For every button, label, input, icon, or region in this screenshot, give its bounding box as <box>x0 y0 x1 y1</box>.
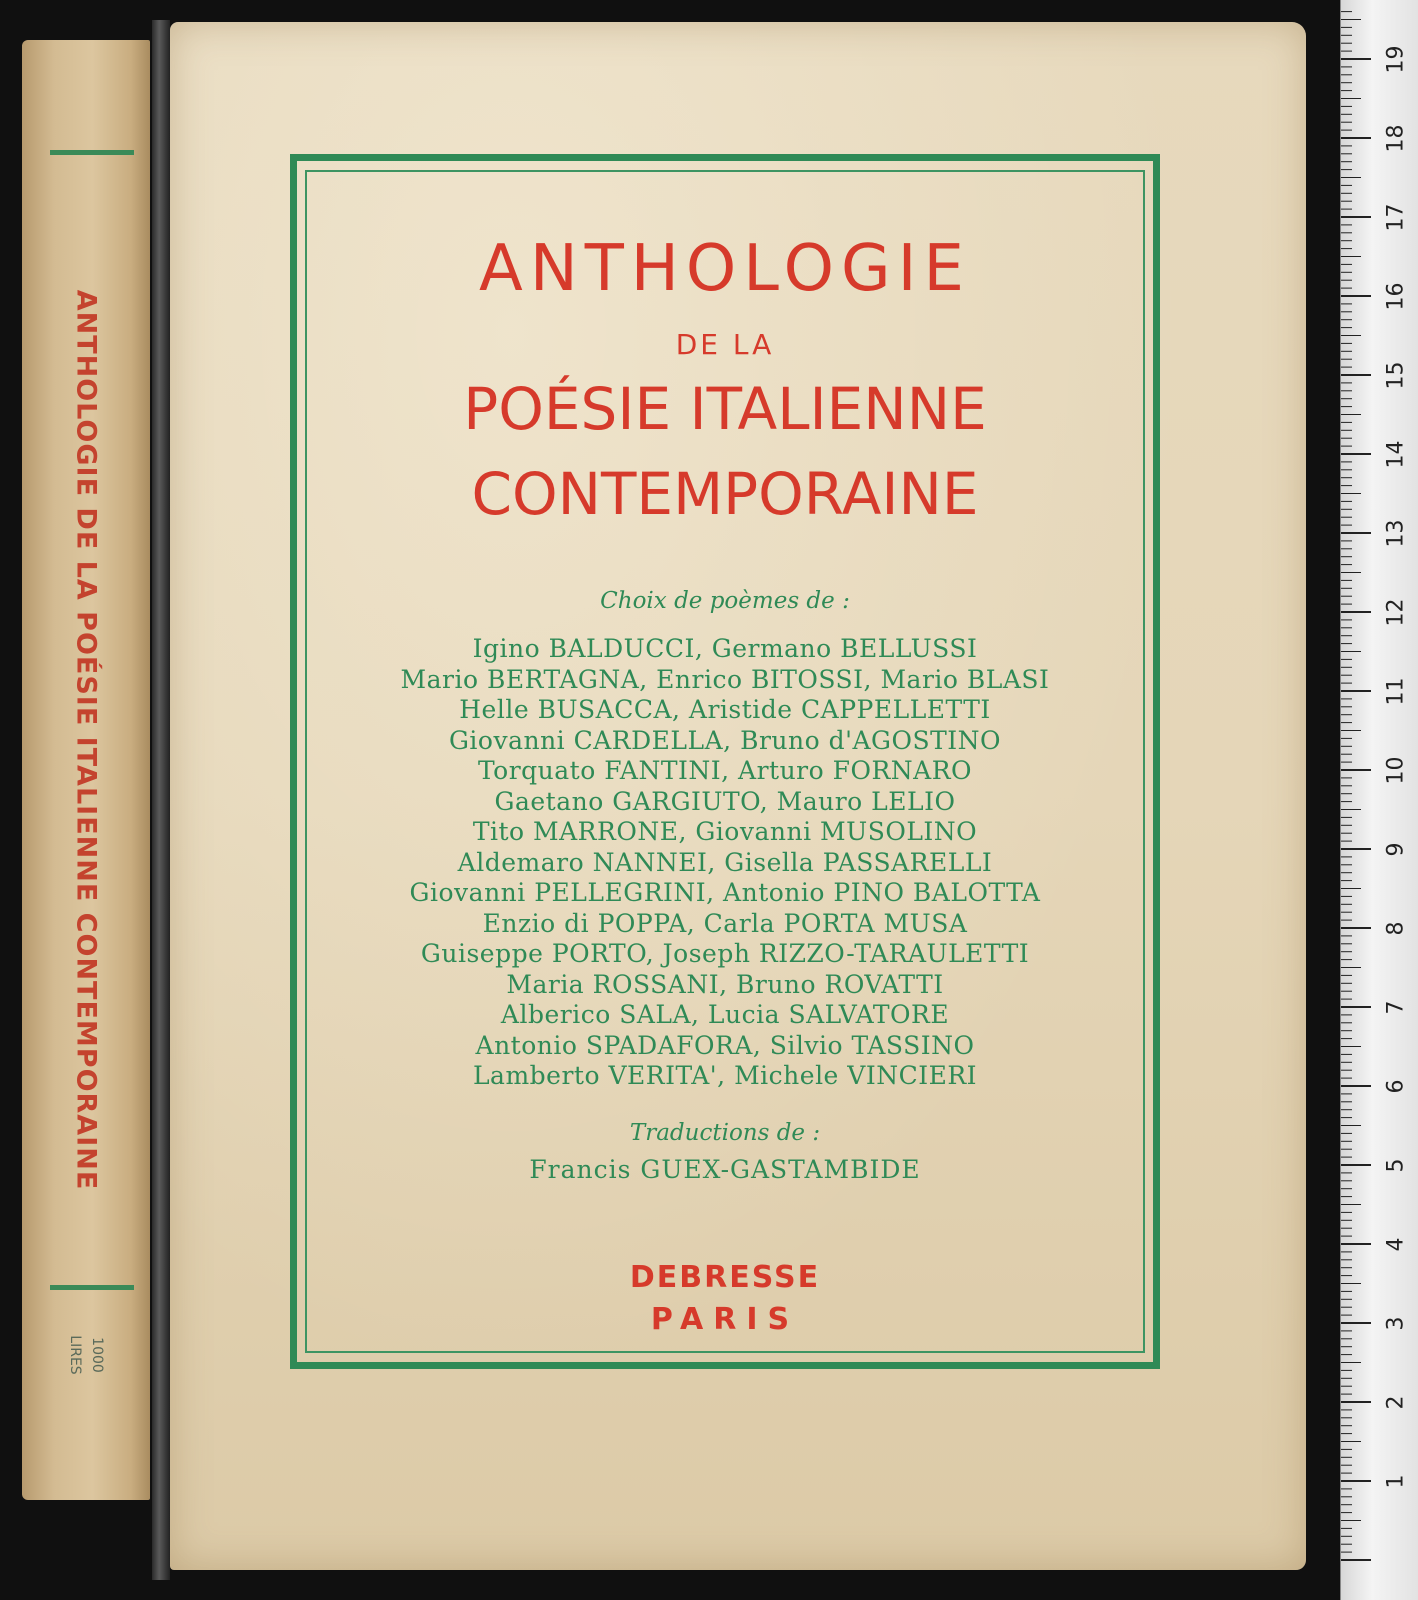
measuring-ruler <box>1340 0 1418 1600</box>
ruler-number: 3 <box>1383 1316 1409 1331</box>
ruler-number: 12 <box>1383 598 1409 627</box>
ruler-number: 18 <box>1383 124 1409 153</box>
poet-line: Gaetano GARGIUTO, Mauro LELIO <box>494 786 956 816</box>
poet-line: Alberico SALA, Lucia SALVATORE <box>500 1000 950 1029</box>
ruler-number: 19 <box>1383 45 1409 74</box>
ruler-number: 4 <box>1383 1237 1409 1252</box>
title-anthologie: ANTHOLOGIE <box>479 232 971 306</box>
spine-price-currency: LIRES <box>67 1335 83 1375</box>
title-contemporaine: CONTEMPORAINE <box>471 460 979 528</box>
ruler-number: 6 <box>1383 1079 1409 1094</box>
poet-line: Mario BERTAGNA, Enrico BITOSSI, Mario BLASI <box>400 664 1050 694</box>
poet-line: Igino BALDUCCI, Germano BELLUSSI <box>472 634 978 663</box>
ruler-number: 11 <box>1383 677 1409 706</box>
ruler-number: 8 <box>1383 921 1409 936</box>
spine-rule-top <box>50 150 134 155</box>
ruler-number: 10 <box>1383 756 1409 785</box>
ruler-number: 7 <box>1383 1000 1409 1015</box>
poet-line: Aldemaro NANNEI, Gisella PASSARELLI <box>457 847 993 877</box>
book-cover <box>170 22 1306 1570</box>
ruler-number: 16 <box>1383 282 1409 311</box>
publisher-city: PARIS <box>650 1302 800 1337</box>
ruler-number: 14 <box>1383 440 1409 469</box>
poet-line: Lamberto VERITA', Michele VINCIERI <box>472 1061 978 1090</box>
poet-line: Maria ROSSANI, Bruno ROVATTI <box>506 969 944 999</box>
poet-line: Giovanni PELLEGRINI, Antonio PINO BALOTTA <box>409 878 1041 907</box>
ruler-number: 1 <box>1383 1474 1409 1489</box>
book-spine <box>22 40 150 1500</box>
spine-rule-bottom <box>50 1285 134 1290</box>
spine-price <box>64 1335 108 1374</box>
ruler-number: 15 <box>1383 361 1409 390</box>
cover-content <box>305 170 1145 1353</box>
traductions-label: Traductions de : <box>629 1120 821 1146</box>
ruler-number: 2 <box>1383 1395 1409 1410</box>
ruler-ticks <box>1341 0 1418 1600</box>
choix-label: Choix de poèmes de : <box>600 588 850 614</box>
poet-line: Torquato FANTINI, Arturo FORNARO <box>477 756 973 785</box>
ruler-number: 5 <box>1383 1158 1409 1173</box>
title-de-la: DE LA <box>675 328 775 361</box>
ruler-number: 17 <box>1383 203 1409 232</box>
poet-line: Enzio di POPPA, Carla PORTA MUSA <box>482 908 968 938</box>
glass-reflection <box>152 20 170 1580</box>
title-poesie-italienne: POÉSIE ITALIENNE <box>463 375 987 443</box>
poet-line: Guiseppe PORTO, Joseph RIZZO-TARAULETTI <box>420 939 1030 968</box>
translator-name: Francis GUEX-GASTAMBIDE <box>529 1155 921 1184</box>
poet-list <box>305 634 1145 1092</box>
poet-line: Helle BUSACCA, Aristide CAPPELLETTI <box>459 695 991 724</box>
publisher-name: DEBRESSE <box>629 1260 821 1295</box>
spine-price-amount: 1000 <box>89 1337 105 1373</box>
spine-title: ANTHOLOGIE DE LA POÉSIE ITALIENNE CONTEMPORAINE <box>70 289 102 1191</box>
ruler-number: 13 <box>1383 519 1409 548</box>
poet-line: Giovanni CARDELLA, Bruno d'AGOSTINO <box>448 725 1002 755</box>
ruler-number: 9 <box>1383 842 1409 857</box>
poet-line: Antonio SPADAFORA, Silvio TASSINO <box>475 1030 975 1060</box>
poet-line: Tito MARRONE, Giovanni MUSOLINO <box>472 817 978 846</box>
